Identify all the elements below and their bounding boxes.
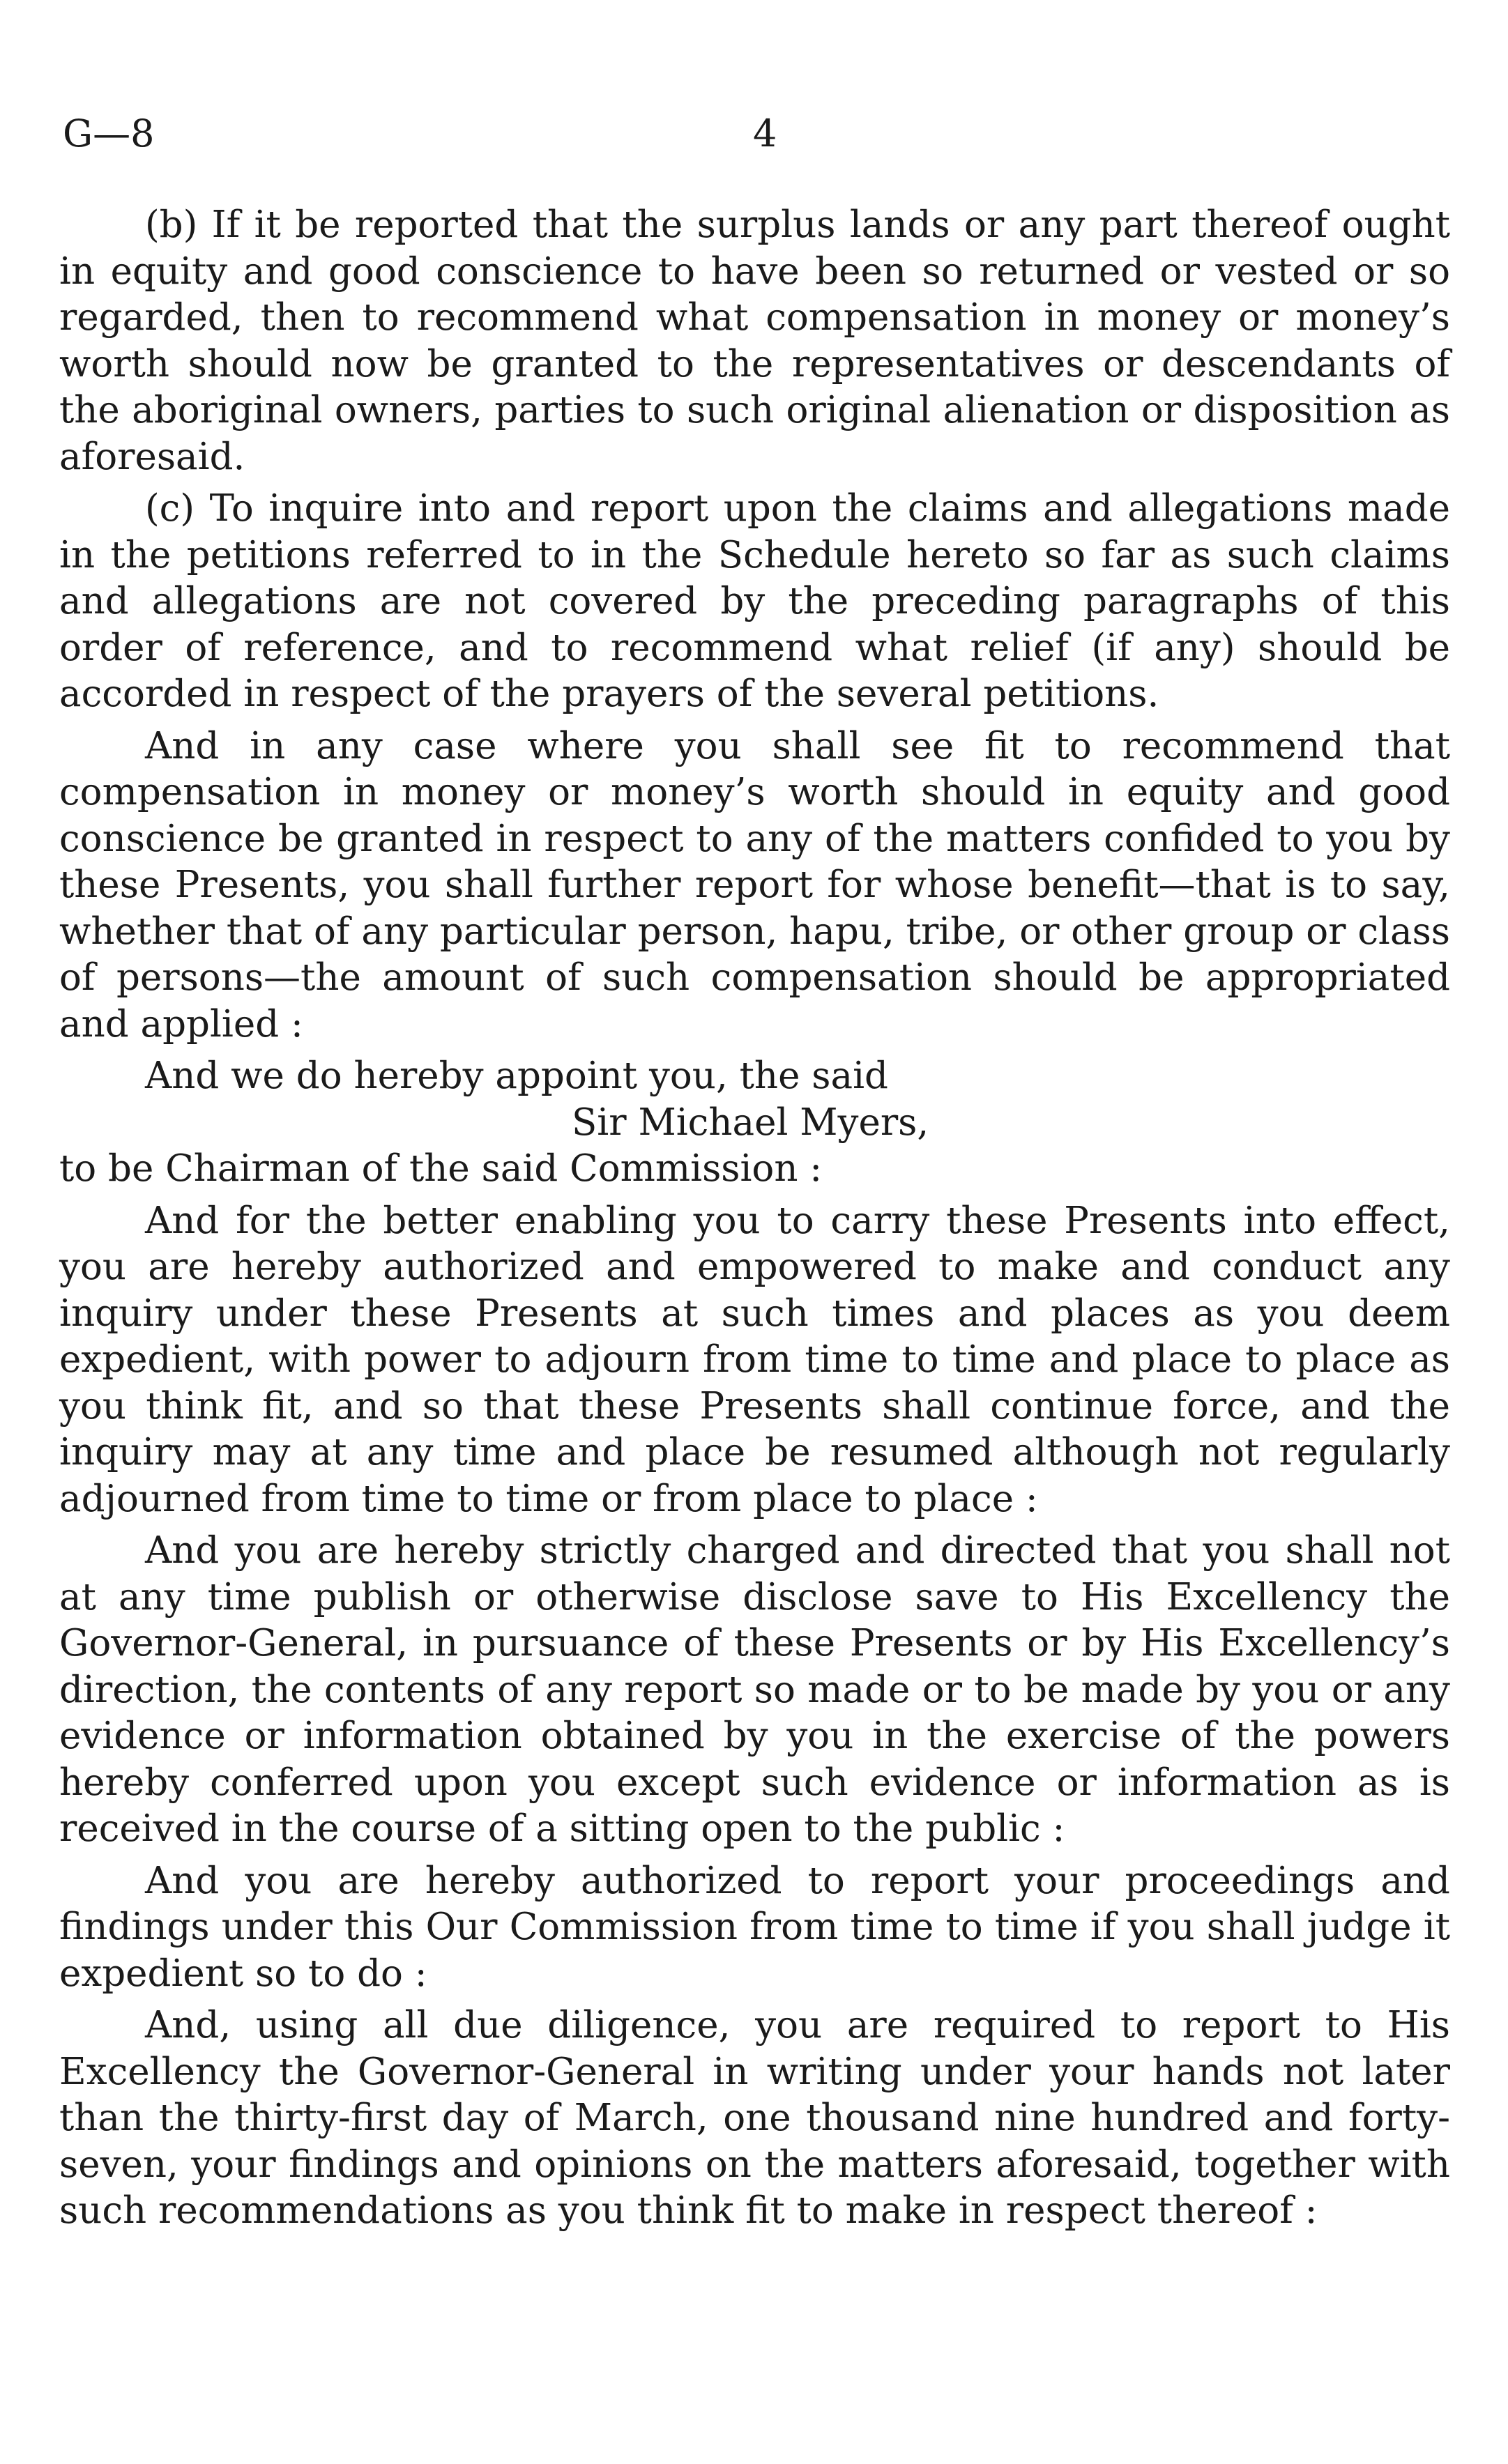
paragraph-compensation: And in any case where you shall see fit to recommend that compensation in money or money’s worth should in equity and good conscience be granted in respect to any of the matters confided to you by these Presents, you shall further report for whose benefit—that is to say, whether that of any particular person, hapu, tribe, or other group or class of persons—the amount of such compensation should be appropriated and applied : [59,724,1450,1046]
paragraph-authorized-report: And you are hereby authorized to report your proceedings and findings under this Our Commission from time to time if you shall judge it expedient so to do : [59,1859,1450,1995]
page-number: 4 [753,112,777,155]
paragraph-b: (b) If it be reported that the surplus lands or any part thereof ought in equity and good conscience to have been so returned or vested or so regarded, then to recommend what compensation in money or money’s worth should now be granted to the representatives or descendants of the aboriginal owners, parties to such original alienation or disposition as aforesaid. [59,204,1450,478]
document-code: G—8 [63,112,155,155]
paragraph-charged: And you are hereby strictly charged and directed that you shall not at any time publish or otherwise disclose save to His Excellency the Governor-General, in pursuance of these Presents or by His Excellency’s direction, the contents of any report so made or to be made by you or any evidence or information obtained by you in the exercise of the powers hereby conferred upon you except such evidence or information as is received in the course of a sitting open to the public : [59,1529,1450,1850]
document-body [59,202,1450,2235]
paragraph-chairman: to be Chairman of the said Commission : [59,1147,823,1190]
paragraph-appoint-intro: And we do hereby appoint you, the said [145,1055,888,1097]
paragraph-c: (c) To inquire into and report upon the claims and allegations made in the petitions referred to in the Schedule hereto so far as such claims and allegations are not covered by the preceding paragraphs of this order of reference, and to recommend what relief (if any) should be accorded in respect of the prayers of the several petitions. [59,487,1450,715]
paragraph-enabling: And for the better enabling you to carry these Presents into effect, you are hereby authorized and empowered to make and conduct any inquiry under these Presents at such times and places as you deem expedient, with power to adjourn from time to time and place to place as you think fit, and so that these Presents shall continue force, and the inquiry may at any time and place be resumed although not regularly adjourned from time to time or from place to place : [59,1199,1450,1520]
appointee-name: Sir Michael Myers, [572,1101,929,1144]
paragraph-diligence: And, using all due diligence, you are required to report to His Excellency the Governor-General in writing under your hands not later than the thirty-first day of March, one thousand nine hundred and forty-seven, your findings and opinions on the matters aforesaid, together with such recommendations as you think fit to make in respect thereof : [59,2004,1450,2232]
